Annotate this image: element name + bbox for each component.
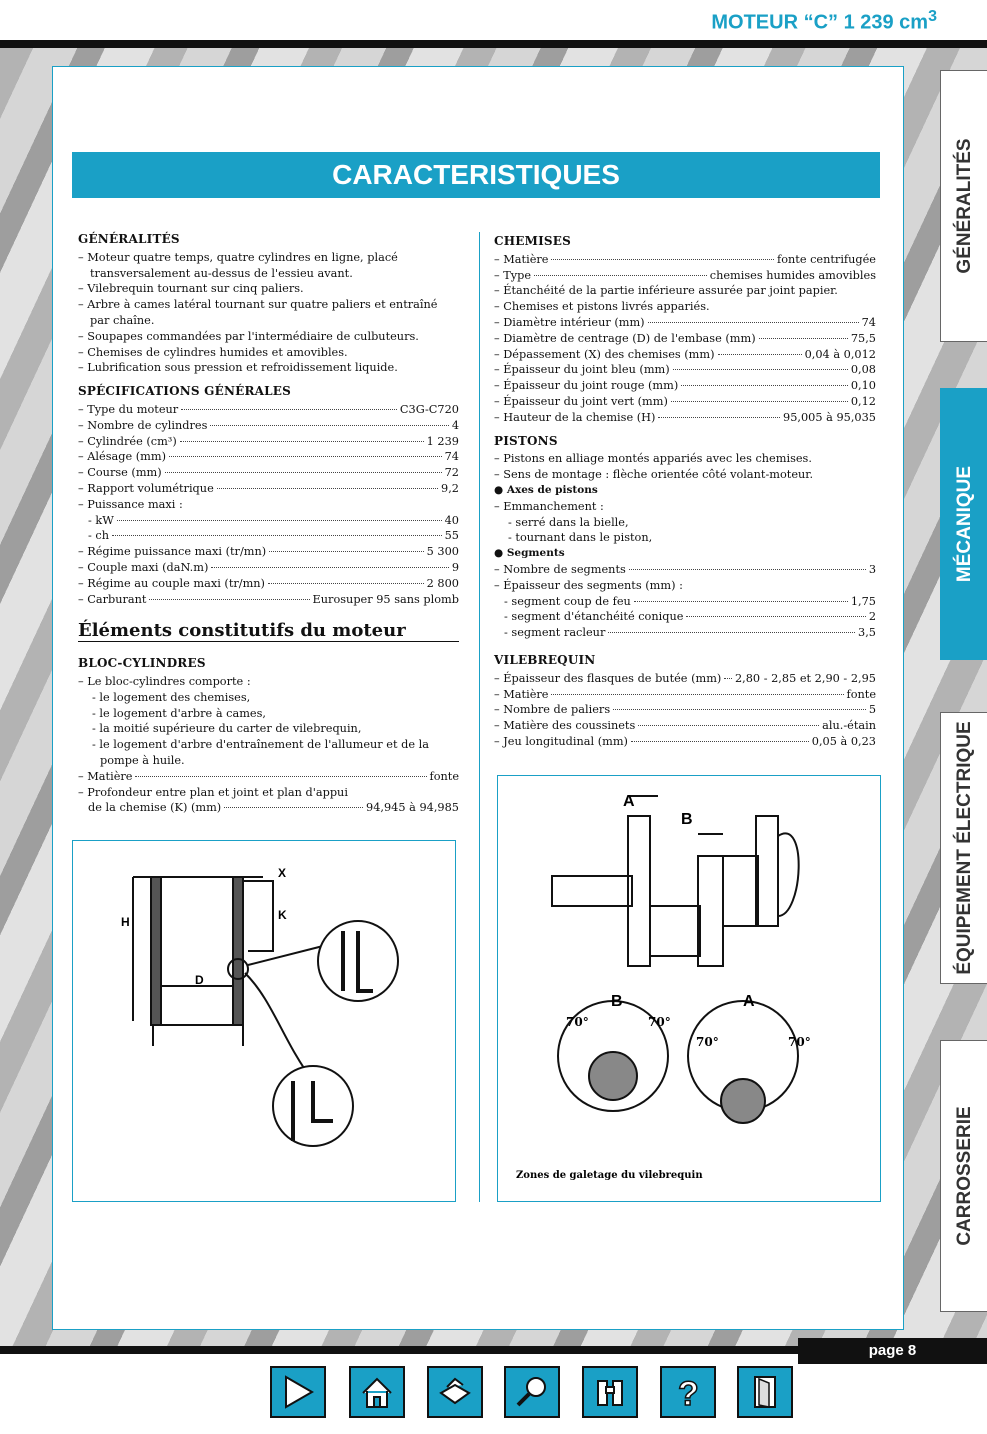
spec-value: 5 <box>868 703 876 717</box>
spec-value: 74 <box>861 315 876 329</box>
leader-dots <box>210 425 448 426</box>
tab-mecanique[interactable]: MÉCANIQUE <box>940 388 987 660</box>
spec-value: 0,12 <box>850 394 876 408</box>
leader-dots <box>718 354 802 355</box>
spec-value: fonte <box>846 687 876 701</box>
spec-label: – Épaisseur du joint rouge (mm) <box>494 379 679 393</box>
spec-value: Eurosuper 95 sans plomb <box>312 592 459 606</box>
leader-dots <box>634 601 848 602</box>
leader-dots <box>681 385 848 386</box>
spec-row: de la chemise (K) (mm) 94,945 à 94,985 <box>88 801 459 815</box>
list-item: – Vilebrequin tournant sur cinq paliers. <box>78 282 304 296</box>
spec-label: – Jeu longitudinal (mm) <box>494 734 628 748</box>
angle-label: 70° <box>648 1015 671 1029</box>
search-button[interactable] <box>504 1366 560 1418</box>
left-column <box>78 232 459 816</box>
next-button[interactable] <box>270 1366 326 1418</box>
list-item: – Lubrification sous pression et refroidissement liquide. <box>78 361 398 375</box>
crankshaft-diagram <box>498 776 880 1201</box>
list-item: – Pistons en alliage montés appariés avec les chemises. <box>494 452 812 466</box>
spec-label: – Hauteur de la chemise (H) <box>494 410 656 424</box>
spec-label: – Cylindrée (cm³) <box>78 434 177 448</box>
spec-row <box>494 687 876 703</box>
spec-value: 2 800 <box>426 576 459 590</box>
spec-label: - segment d'étanchéité conique <box>504 610 684 624</box>
spec-row <box>494 734 876 750</box>
page-title-banner: CARACTERISTIQUES <box>72 152 880 198</box>
print-button[interactable] <box>427 1366 483 1418</box>
list-item: – Chemises et pistons livrés appariés. <box>494 300 710 314</box>
section-title-specs: SPÉCIFICATIONS GÉNÉRALES <box>78 384 291 399</box>
spec-label: – Rapport volumétrique <box>78 481 214 495</box>
leader-dots <box>269 551 423 552</box>
help-icon <box>668 1373 708 1411</box>
spec-row <box>78 402 459 418</box>
label-b: B <box>611 993 623 1010</box>
spec-value: chemises humides amovibles <box>709 268 876 282</box>
spec-value: C3G-C720 <box>399 402 459 416</box>
spec-value: 0,04 à 0,012 <box>804 347 876 361</box>
spec-value: 3,5 <box>858 626 876 640</box>
spec-value: 74 <box>444 450 459 464</box>
epaisseur-label: – Épaisseur des segments (mm) : <box>494 578 683 592</box>
spec-label: - kW <box>88 513 114 527</box>
spec-label: - segment racleur <box>504 626 606 640</box>
spec-label: – Épaisseur des flasques de butée (mm) <box>494 671 722 685</box>
leader-dots <box>673 369 848 370</box>
spec-label: – Épaisseur du joint vert (mm) <box>494 394 668 408</box>
list-item: - la moitié supérieure du carter de vilebrequin, <box>92 722 362 736</box>
top-bar <box>0 40 987 48</box>
label-b-top: B <box>681 811 693 828</box>
spec-value: fonte centrifugée <box>777 252 876 266</box>
profondeur-line: – Profondeur entre plan et joint et plan d'appui <box>78 785 348 799</box>
spec-row <box>78 481 459 497</box>
spec-row <box>494 718 876 734</box>
spec-value: 72 <box>444 466 459 480</box>
leader-dots <box>658 417 780 418</box>
leader-dots <box>534 275 707 276</box>
spec-label: – Nombre de paliers <box>494 703 611 717</box>
list-item: – Arbre à cames latéral tournant sur quatre paliers et entraîné par chaîne. <box>78 298 438 327</box>
spec-row <box>78 528 459 544</box>
spec-row <box>78 449 459 465</box>
leader-dots <box>268 583 424 584</box>
bloc-intro: – Le bloc-cylindres comporte : <box>78 674 251 688</box>
leader-dots <box>671 401 848 402</box>
list-item: – Moteur quatre temps, quatre cylindres en ligne, placé transversalement au-dessus de l'essieu avant. <box>78 250 398 280</box>
spec-label: – Couple maxi (daN.m) <box>78 560 209 574</box>
header-title: MOTEUR “C” 1 239 $cm^3$ <box>711 8 937 34</box>
label-x: X <box>278 866 287 880</box>
leader-dots <box>149 599 309 600</box>
section-title-pistons: PISTONS <box>494 433 558 448</box>
spec-row <box>494 378 876 394</box>
tab-generalites[interactable]: GÉNÉRALITÉS <box>940 70 987 342</box>
spec-row <box>494 594 876 610</box>
spec-row: – Nombre de segments 3 <box>494 562 876 576</box>
spec-value: 9 <box>451 560 459 574</box>
spec-value: 1 239 <box>426 434 459 448</box>
subsection-segments: ● Segments <box>494 547 565 560</box>
spec-row <box>494 347 876 363</box>
list-item: - le logement des chemises, <box>92 690 251 704</box>
spec-value: 2,80 - 2,85 et 2,90 - 2,95 <box>734 671 876 685</box>
spec-label: – Régime puissance maxi (tr/mn) <box>78 545 267 559</box>
leader-dots <box>648 322 859 323</box>
spec-value: 5 300 <box>426 545 459 559</box>
spec-row <box>494 671 876 687</box>
spec-label: – Type du moteur <box>78 402 179 416</box>
spec-row <box>78 544 459 560</box>
find-button[interactable] <box>582 1366 638 1418</box>
leader-dots <box>608 632 855 633</box>
tab-equipement-electrique[interactable]: ÉQUIPEMENT ÉLECTRIQUE <box>940 712 987 984</box>
spec-label: – Type <box>494 268 532 282</box>
printer-icon <box>435 1373 475 1411</box>
section-title-chemises: CHEMISES <box>494 234 572 248</box>
label-h: H <box>121 915 130 929</box>
leader-dots <box>211 567 448 568</box>
spec-row <box>494 702 876 718</box>
spec-label: – Diamètre de centrage (D) de l'embase (mm) <box>494 331 756 345</box>
spec-value: 1,75 <box>850 594 876 608</box>
spec-label: - segment coup de feu <box>504 594 631 608</box>
spec-value: 75,5 <box>850 331 876 345</box>
spec-label: – Matière des coussinets <box>494 719 636 733</box>
emmanchement-label: – Emmanchement : <box>494 499 604 513</box>
leader-dots <box>638 725 819 726</box>
list-item: - tournant dans le piston, <box>508 531 653 545</box>
leader-dots <box>551 694 843 695</box>
spec-row <box>494 394 876 410</box>
section-title-bloc: BLOC-CYLINDRES <box>78 656 206 671</box>
spec-value: 40 <box>444 513 459 527</box>
figure-caption: Zones de galetage du vilebrequin <box>516 1170 703 1181</box>
spec-value: 2 <box>868 610 876 624</box>
puissance-label: – Puissance maxi : <box>78 497 183 511</box>
section-title-vilebrequin: VILEBREQUIN <box>494 652 596 667</box>
list-item: - le logement d'arbre à cames, <box>92 706 266 720</box>
spec-value: 0,10 <box>850 379 876 393</box>
leader-dots <box>169 456 442 457</box>
angle-label: 70° <box>696 1035 719 1049</box>
spec-row <box>78 592 459 608</box>
spec-row <box>78 513 459 529</box>
spec-label: – Régime au couple maxi (tr/mn) <box>78 576 265 590</box>
spec-row <box>494 252 876 268</box>
leader-dots <box>181 409 397 410</box>
list-item: - le logement d'arbre d'entraînement de l'allumeur et de la pompe à huile. <box>92 738 429 767</box>
right-column <box>494 234 876 750</box>
angle-label: 70° <box>788 1035 811 1049</box>
spec-row <box>494 315 876 331</box>
leader-dots <box>112 535 442 536</box>
spec-row <box>78 434 459 450</box>
cylinder-liner-diagram <box>73 841 455 1201</box>
spec-value: 9,2 <box>441 481 459 495</box>
spec-row <box>78 418 459 434</box>
leader-dots <box>631 741 809 742</box>
leader-dots <box>217 488 438 489</box>
angle-label: 70° <box>566 1015 589 1029</box>
leader-dots <box>117 520 442 521</box>
spec-value: alu.-étain <box>822 719 876 733</box>
spec-label: – Alésage (mm) <box>78 450 166 464</box>
spec-row <box>494 362 876 378</box>
label-d: D <box>195 973 204 987</box>
crankshaft-figure <box>497 775 881 1202</box>
label-a-top: A <box>623 793 635 810</box>
spec-label: - ch <box>88 529 110 543</box>
home-icon <box>357 1373 397 1411</box>
spec-label: – Carburant <box>78 592 147 606</box>
exit-icon <box>745 1373 785 1411</box>
spec-value: 4 <box>451 418 459 432</box>
list-item: – Chemises de cylindres humides et amovibles. <box>78 345 348 359</box>
label-k: K <box>278 908 287 922</box>
exit-button[interactable] <box>737 1366 793 1418</box>
spec-row <box>78 560 459 576</box>
spec-row <box>494 331 876 347</box>
spec-row <box>494 268 876 284</box>
spec-row <box>494 625 876 641</box>
spec-label: – Diamètre intérieur (mm) <box>494 315 645 329</box>
list-item: – Sens de montage : flèche orientée côté volant-moteur. <box>494 468 814 482</box>
section-title-generalites: GÉNÉRALITÉS <box>78 232 180 246</box>
binoculars-icon <box>590 1373 630 1411</box>
column-divider <box>479 232 480 1202</box>
spec-row <box>78 465 459 481</box>
spec-row <box>494 410 876 426</box>
leader-dots <box>165 472 442 473</box>
list-item: – Étanchéité de la partie inférieure assurée par joint papier. <box>494 284 838 298</box>
spec-label: – Épaisseur du joint bleu (mm) <box>494 363 670 377</box>
spec-value: 95,005 à 95,035 <box>783 410 876 424</box>
leader-dots <box>686 616 865 617</box>
spec-label: – Dépassement (X) des chemises (mm) <box>494 347 715 361</box>
section-title-elements: Éléments constitutifs du moteur <box>78 623 459 642</box>
svg-text:?: ? <box>678 1375 699 1411</box>
magnifier-icon <box>512 1373 552 1411</box>
list-item: - serré dans la bielle, <box>508 515 629 529</box>
spec-value: 0,08 <box>850 363 876 377</box>
page-number: page 8 <box>798 1338 987 1364</box>
leader-dots <box>551 259 774 260</box>
spec-label: – Matière <box>494 252 549 266</box>
home-button[interactable] <box>349 1366 405 1418</box>
spec-row: – Matière fonte <box>78 769 459 783</box>
spec-label: – Nombre de cylindres <box>78 418 208 432</box>
spec-label: – Matière <box>494 687 549 701</box>
spec-row <box>494 609 876 625</box>
cylinder-liner-figure <box>72 840 456 1202</box>
spec-value: 55 <box>444 529 459 543</box>
spec-row <box>78 576 459 592</box>
subsection-axes: ● Axes de pistons <box>494 483 598 496</box>
spec-value: 0,05 à 0,23 <box>811 734 876 748</box>
spec-label: – Course (mm) <box>78 466 162 480</box>
list-item: – Soupapes commandées par l'intermédiaire de culbuteurs. <box>78 329 419 343</box>
play-icon <box>278 1373 318 1411</box>
leader-dots <box>180 441 424 442</box>
leader-dots <box>759 338 848 339</box>
leader-dots <box>724 678 732 679</box>
help-button[interactable] <box>660 1366 716 1418</box>
label-a: A <box>743 993 755 1010</box>
tab-carrosserie[interactable]: CARROSSERIE <box>940 1040 987 1312</box>
leader-dots <box>613 709 866 710</box>
